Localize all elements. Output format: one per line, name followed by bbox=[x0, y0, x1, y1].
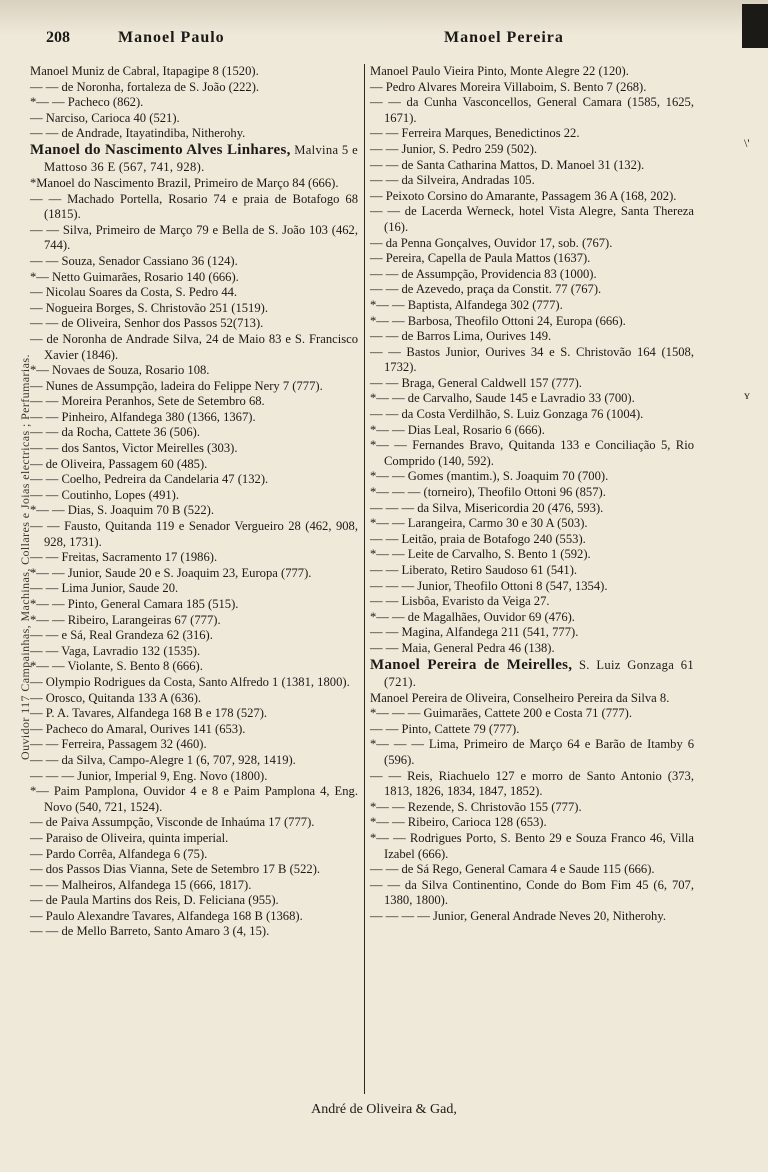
entry-text: — — Liberato, Retiro Saudoso 61 (541). bbox=[370, 563, 578, 577]
entry-text: — — Coelho, Pedreira da Candelaria 47 (132). bbox=[30, 472, 269, 487]
entry-text: Manoel Paulo Vieira Pinto, Monte Alegre 22 (120). bbox=[370, 64, 629, 78]
directory-entry bbox=[370, 547, 694, 563]
entry-text: — — de Oliveira, Senhor dos Passos 52(713). bbox=[30, 316, 264, 331]
directory-entry bbox=[30, 628, 358, 644]
entry-text: — — de Assumpção, Providencia 83 (1000). bbox=[370, 266, 597, 281]
entry-text: — — Reis, Riachuelo 127 e morro de Santo Antonio (373, 1813, 1826, 1834, 1847, 1852). bbox=[370, 768, 694, 799]
directory-entry bbox=[370, 423, 694, 439]
directory-entry bbox=[370, 516, 694, 532]
header-left-title: Manoel Paulo bbox=[118, 29, 225, 46]
entry-text: — de Paula Martins dos Reis, D. Feliciana (955). bbox=[30, 893, 279, 908]
left-column bbox=[30, 64, 358, 940]
directory-entry bbox=[370, 862, 694, 878]
directory-entry bbox=[370, 579, 694, 595]
directory-entry bbox=[30, 488, 358, 504]
entry-text: — de Oliveira, Passagem 60 (485). bbox=[30, 456, 208, 471]
entry-text: — — Coutinho, Lopes (491). bbox=[30, 487, 180, 502]
directory-entry bbox=[30, 924, 358, 940]
entry-text: — — e Sá, Real Grandeza 62 (316). bbox=[30, 628, 213, 643]
entry-text: *— — — (torneiro), Theofilo Ottoni 96 (857). bbox=[370, 485, 606, 500]
directory-entry bbox=[370, 691, 694, 707]
entry-text: Manoel Pereira de Meirelles, bbox=[370, 656, 573, 673]
directory-entry bbox=[370, 641, 694, 657]
directory-entry bbox=[30, 550, 358, 566]
directory-entry bbox=[370, 800, 694, 816]
directory-entry bbox=[370, 438, 694, 469]
directory-entry bbox=[30, 722, 358, 738]
entry-text: — — de Noronha, fortaleza de S. João (222). bbox=[30, 79, 260, 94]
directory-entry bbox=[370, 657, 694, 691]
margin-mark: \' bbox=[744, 136, 750, 150]
directory-entry bbox=[370, 485, 694, 501]
directory-entry bbox=[370, 469, 694, 485]
entry-text: *— — de Carvalho, Saude 145 e Lavradio 33 (700). bbox=[370, 391, 635, 406]
entry-text: — Pacheco do Amaral, Ourives 141 (653). bbox=[30, 721, 246, 736]
entry-text: — — Souza, Senador Cassiano 36 (124). bbox=[30, 253, 238, 268]
entry-text: *— — Dias, S. Joaquim 70 B (522). bbox=[30, 503, 215, 518]
header-right-title: Manoel Pereira bbox=[444, 29, 564, 46]
entry-text: — Olympio Rodrigues da Costa, Santo Alfredo 1 (1381, 1800). bbox=[30, 674, 350, 689]
directory-entry bbox=[30, 254, 358, 270]
directory-entry bbox=[370, 532, 694, 548]
page-footer: André de Oliveira & Gad, bbox=[311, 1102, 457, 1117]
directory-entry bbox=[370, 737, 694, 768]
directory-entry bbox=[370, 64, 694, 80]
directory-entry bbox=[30, 847, 358, 863]
entry-text: — — Machado Portella, Rosario 74 e praia de Botafogo 68 (1815). bbox=[30, 191, 358, 222]
entry-text: *— Paim Pamplona, Ouvidor 4 e 8 e Paim Pamplona 4, Eng. Novo (540, 721, 1524). bbox=[30, 784, 358, 814]
directory-entry bbox=[30, 80, 358, 96]
directory-entry bbox=[370, 95, 694, 126]
directory-entry bbox=[30, 784, 358, 815]
directory-entry bbox=[30, 566, 358, 582]
entry-text: *— — Gomes (mantim.), S. Joaquim 70 (700). bbox=[370, 469, 609, 484]
directory-entry bbox=[30, 581, 358, 597]
directory-entry bbox=[370, 594, 694, 610]
entry-text: — de Paiva Assumpção, Visconde de Inhaúma 17 (777). bbox=[30, 815, 315, 830]
directory-entry bbox=[30, 332, 358, 363]
entry-text: — Peixoto Corsino do Amarante, Passagem 36 A (168, 202). bbox=[370, 188, 677, 203]
entry-text: — — de Barros Lima, Ourives 149. bbox=[370, 329, 552, 344]
entry-text: — — da Silveira, Andradas 105. bbox=[370, 173, 535, 188]
directory-entry bbox=[30, 878, 358, 894]
directory-entry bbox=[30, 675, 358, 691]
directory-entry bbox=[30, 769, 358, 785]
directory-entry bbox=[30, 862, 358, 878]
directory-entry bbox=[30, 597, 358, 613]
entry-text: *— — Junior, Saude 20 e S. Joaquim 23, Europa (777). bbox=[30, 565, 312, 580]
directory-entry bbox=[30, 893, 358, 909]
entry-address: S. Luiz Gonzaga 61 (721). bbox=[384, 657, 694, 689]
directory-entry bbox=[370, 142, 694, 158]
entry-text: — — de Mello Barreto, Santo Amaro 3 (4, 15). bbox=[30, 924, 270, 939]
directory-entry bbox=[30, 425, 358, 441]
entry-text: — — Malheiros, Alfandega 15 (666, 1817). bbox=[30, 877, 252, 892]
entry-text: — Paraiso de Oliveira, quinta imperial. bbox=[30, 830, 229, 845]
directory-entry bbox=[370, 610, 694, 626]
entry-text: — Nunes de Assumpção, ladeira do Felippe Nery 7 (777). bbox=[30, 378, 323, 393]
directory-entry bbox=[30, 644, 358, 660]
entry-text: *— — Violante, S. Bento 8 (666). bbox=[30, 659, 203, 674]
directory-entry bbox=[370, 376, 694, 392]
directory-entry bbox=[370, 407, 694, 423]
entry-text: — da Penna Gonçalves, Ouvidor 17, sob. (767). bbox=[370, 235, 613, 250]
directory-entry bbox=[370, 878, 694, 909]
entry-text: — Pedro Alvares Moreira Villaboim, S. Bento 7 (268). bbox=[370, 79, 647, 94]
entry-text: — — Lisbôa, Evaristo da Veiga 27. bbox=[370, 594, 550, 609]
directory-entry bbox=[30, 111, 358, 127]
directory-entry bbox=[370, 706, 694, 722]
entry-text: *— — Pinto, General Camara 185 (515). bbox=[30, 597, 239, 611]
directory-entry bbox=[370, 345, 694, 376]
entry-text: — — Fausto, Quitanda 119 e Senador Vergueiro 28 (462, 908, 928, 1731). bbox=[30, 519, 358, 549]
directory-entry bbox=[30, 270, 358, 286]
entry-text: — — Bastos Junior, Ourives 34 e S. Christovão 164 (1508, 1732). bbox=[370, 344, 694, 375]
entry-text: — — Junior, S. Pedro 259 (502). bbox=[370, 141, 538, 156]
directory-entry bbox=[30, 301, 358, 317]
entry-text: — — — da Silva, Misericordia 20 (476, 593). bbox=[370, 500, 604, 515]
entry-text: — — Pinto, Cattete 79 (777). bbox=[370, 721, 520, 736]
entry-text: — — Maia, General Pedra 46 (138). bbox=[370, 640, 555, 655]
directory-entry bbox=[30, 379, 358, 395]
entry-text: *— — Fernandes Bravo, Quitanda 133 e Conciliação 5, Rio Comprido (140, 592). bbox=[370, 438, 694, 468]
directory-entry bbox=[30, 753, 358, 769]
entry-text: — de Noronha de Andrade Silva, 24 de Maio 83 e S. Francisco Xavier (1846). bbox=[30, 331, 358, 362]
entry-text: — — Moreira Peranhos, Sete de Setembro 68. bbox=[30, 394, 265, 409]
entry-text: — — Silva, Primeiro de Março 79 e Bella de S. João 103 (462, 744). bbox=[30, 222, 358, 253]
directory-entry bbox=[30, 223, 358, 254]
entry-text: — — da Silva, Campo-Alegre 1 (6, 707, 928, 1419). bbox=[30, 752, 296, 767]
directory-entry bbox=[370, 80, 694, 96]
entry-text: — Orosco, Quitanda 133 A (636). bbox=[30, 690, 202, 705]
entry-text: — — Braga, General Caldwell 157 (777). bbox=[370, 375, 582, 390]
entry-text: *— — Larangeira, Carmo 30 e 30 A (503). bbox=[370, 516, 588, 531]
directory-entry bbox=[370, 769, 694, 800]
entry-text: — — Ferreira, Passagem 32 (460). bbox=[30, 737, 207, 752]
entry-text: — — Ferreira Marques, Benedictinos 22. bbox=[370, 126, 580, 141]
entry-text: — — Magina, Alfandega 211 (541, 777). bbox=[370, 625, 579, 640]
directory-entry bbox=[370, 267, 694, 283]
margin-mark: ʏ bbox=[744, 388, 750, 402]
directory-entry bbox=[30, 95, 358, 111]
directory-entry bbox=[370, 391, 694, 407]
directory-entry bbox=[370, 831, 694, 862]
entry-text: Manoel Pereira de Oliveira, Conselheiro Pereira da Silva 8. bbox=[370, 690, 670, 705]
entry-text: — P. A. Tavares, Alfandega 168 B e 178 (527). bbox=[30, 706, 268, 721]
entry-text: — — Leitão, praia de Botafogo 240 (553). bbox=[370, 531, 586, 546]
entry-text: — Nicolau Soares da Costa, S. Pedro 44. bbox=[30, 285, 238, 300]
directory-entry bbox=[30, 815, 358, 831]
entry-address: Malvina 5 e Mattoso 36 E (567, 741, 928). bbox=[44, 142, 358, 174]
entry-text: — — — Junior, Imperial 9, Eng. Novo (1800). bbox=[30, 768, 268, 783]
directory-entry bbox=[30, 363, 358, 379]
directory-entry bbox=[30, 519, 358, 550]
directory-entry bbox=[370, 251, 694, 267]
entry-text: *— — Dias Leal, Rosario 6 (666). bbox=[370, 422, 545, 437]
directory-entry bbox=[370, 563, 694, 579]
entry-text: *— — Ribeiro, Larangeiras 67 (777). bbox=[30, 612, 221, 627]
directory-entry bbox=[370, 625, 694, 641]
directory-entry bbox=[370, 815, 694, 831]
entry-text: — Nogueira Borges, S. Christovão 251 (1519). bbox=[30, 300, 268, 315]
directory-entry bbox=[30, 316, 358, 332]
right-column bbox=[370, 64, 694, 924]
entry-text: *— — Pacheco (862). bbox=[30, 95, 144, 110]
entry-text: *— — Rezende, S. Christovão 155 (777). bbox=[370, 799, 582, 814]
directory-entry bbox=[30, 176, 358, 192]
entry-text: — — — — Junior, General Andrade Neves 20, Nitherohy. bbox=[370, 908, 666, 923]
directory-entry bbox=[370, 282, 694, 298]
entry-text: *— Novaes de Souza, Rosario 108. bbox=[30, 363, 210, 378]
directory-entry bbox=[30, 64, 358, 80]
entry-text: — — da Cunha Vasconcellos, General Camara (1585, 1625, 1671). bbox=[370, 95, 694, 125]
directory-entry bbox=[30, 126, 358, 142]
directory-entry bbox=[30, 472, 358, 488]
directory-entry bbox=[370, 189, 694, 205]
directory-entry bbox=[370, 236, 694, 252]
entry-text: *— — Barbosa, Theofilo Ottoni 24, Europa (666). bbox=[370, 313, 626, 328]
directory-entry bbox=[30, 441, 358, 457]
directory-entry bbox=[30, 831, 358, 847]
directory-entry bbox=[30, 613, 358, 629]
directory-entry bbox=[30, 503, 358, 519]
directory-entry bbox=[370, 909, 694, 925]
directory-entry bbox=[370, 173, 694, 189]
directory-entry bbox=[370, 314, 694, 330]
entry-text: Manoel Muniz de Cabral, Itapagipe 8 (1520). bbox=[30, 64, 259, 78]
directory-entry bbox=[30, 285, 358, 301]
directory-entry bbox=[30, 394, 358, 410]
entry-text: — — da Rocha, Cattete 36 (506). bbox=[30, 425, 200, 440]
entry-text: *— Netto Guimarães, Rosario 140 (666). bbox=[30, 269, 239, 284]
entry-text: — — de Andrade, Itayatindiba, Nitherohy. bbox=[30, 126, 246, 141]
entry-text: *— — Ribeiro, Carioca 128 (653). bbox=[370, 815, 547, 830]
entry-text: — — da Costa Verdilhão, S. Luiz Gonzaga 76 (1004). bbox=[370, 407, 644, 422]
entry-text: — Pereira, Capella de Paula Mattos (1637). bbox=[370, 251, 591, 266]
directory-entry bbox=[370, 204, 694, 235]
entry-text: — — Pinheiro, Alfandega 380 (1366, 1367). bbox=[30, 409, 256, 424]
entry-text: — Pardo Corrêa, Alfandega 6 (75). bbox=[30, 846, 208, 861]
directory-entry bbox=[30, 659, 358, 675]
margin-advertisement: Ouvidor 117 Campainhas, Machinas, Collares e Joias electricas ; Perfumarias. bbox=[18, 354, 32, 760]
running-header bbox=[0, 30, 768, 54]
entry-text: — — Lima Junior, Saude 20. bbox=[30, 581, 179, 596]
entry-text: — — da Silva Continentino, Conde do Bom Fim 45 (6, 707, 1380, 1800). bbox=[370, 877, 694, 908]
entry-text: — — de Azevedo, praça da Constit. 77 (767). bbox=[370, 282, 602, 297]
directory-entry bbox=[30, 909, 358, 925]
directory-entry bbox=[30, 706, 358, 722]
entry-text: — — dos Santos, Victor Meirelles (303). bbox=[30, 441, 238, 456]
directory-entry bbox=[370, 298, 694, 314]
directory-entry bbox=[30, 737, 358, 753]
entry-text: — — — Junior, Theofilo Ottoni 8 (547, 1354). bbox=[370, 578, 608, 593]
entry-text: — — de Santa Catharina Mattos, D. Manoel 31 (132). bbox=[370, 157, 645, 172]
entry-text: Manoel do Nascimento Alves Linhares, bbox=[30, 141, 291, 158]
directory-entry bbox=[370, 501, 694, 517]
entry-text: *— — Leite de Carvalho, S. Bento 1 (592). bbox=[370, 547, 591, 562]
entry-text: *— — de Magalhães, Ouvidor 69 (476). bbox=[370, 609, 575, 624]
entry-text: *— — — Guimarães, Cattete 200 e Costa 71 (777). bbox=[370, 706, 632, 721]
entry-text: *— — — Lima, Primeiro de Março 64 e Barão de Itamby 6 (596). bbox=[370, 737, 694, 767]
directory-entry bbox=[30, 457, 358, 473]
directory-entry bbox=[370, 722, 694, 738]
directory-entry bbox=[370, 158, 694, 174]
directory-entry bbox=[30, 410, 358, 426]
directory-entry bbox=[30, 192, 358, 223]
directory-entry bbox=[370, 329, 694, 345]
directory-entry bbox=[30, 691, 358, 707]
entry-text: *— — Baptista, Alfandega 302 (777). bbox=[370, 297, 563, 312]
directory-entry bbox=[30, 142, 358, 176]
entry-text: *Manoel do Nascimento Brazil, Primeiro de Março 84 (666). bbox=[30, 175, 339, 190]
entry-text: — — de Sá Rego, General Camara 4 e Saude 115 (666). bbox=[370, 862, 655, 877]
entry-text: — — Vaga, Lavradio 132 (1535). bbox=[30, 643, 201, 658]
entry-text: — dos Passos Dias Vianna, Sete de Setembro 17 B (522). bbox=[30, 862, 321, 877]
column-divider bbox=[364, 64, 365, 1094]
entry-text: — Paulo Alexandre Tavares, Alfandega 168 B (1368). bbox=[30, 908, 303, 923]
entry-text: — — de Lacerda Werneck, hotel Vista Alegre, Santa Thereza (16). bbox=[370, 204, 694, 234]
entry-text: *— — Rodrigues Porto, S. Bento 29 e Souza Franco 46, Villa Izabel (666). bbox=[370, 830, 694, 861]
entry-text: — Narciso, Carioca 40 (521). bbox=[30, 110, 180, 125]
directory-entry bbox=[370, 126, 694, 142]
page-number: 208 bbox=[46, 29, 70, 46]
entry-text: — — Freitas, Sacramento 17 (1986). bbox=[30, 550, 218, 565]
